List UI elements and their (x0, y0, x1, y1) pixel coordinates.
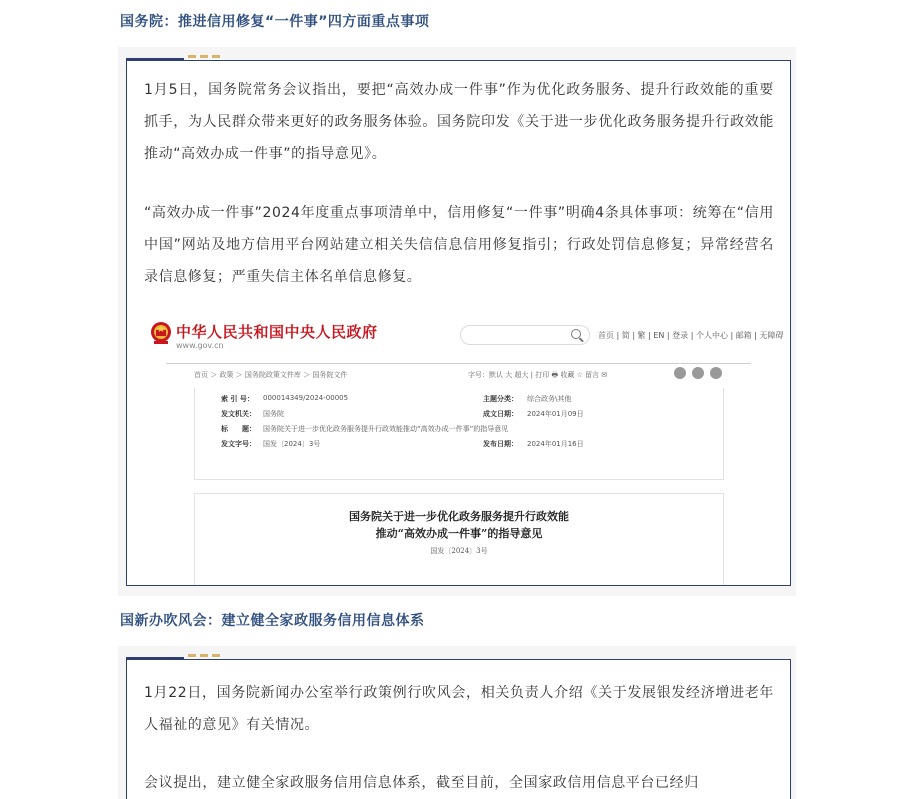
meta-value-issuer: 国务院 (263, 410, 284, 418)
section-heading-credit-repair: 国务院：推进信用修复“一件事”四方面重点事项 (120, 14, 430, 30)
meta-value-index: 000014349/2024-00005 (263, 394, 349, 402)
paragraph-state-council-meeting: 1月5日，国务院常务会议指出，要把“高效办成一件事”作为优化政务服务、提升行政效能的重要抓手，为人民群众带来更好的政务服务体验。国务院印发《关于进一步优化政务服务提升行政效能推动“高效办成一件事”的指导意见》。 (144, 82, 774, 162)
gov-top-nav[interactable]: 首页 | 简 | 繁 | EN | 登录 | 个人中心 | 邮箱 | 无障碍 (598, 331, 784, 340)
meta-value-published: 2024年01月16日 (527, 440, 584, 448)
meta-value-title: 国务院关于进一步优化政务服务提升行政效能推动“高效办成一件事”的指导意见 (263, 425, 509, 433)
gov-doc-metadata-table (194, 388, 724, 480)
gov-doc-title (195, 508, 723, 542)
search-icon[interactable] (571, 329, 581, 339)
meta-label-index: 索 引 号： (221, 395, 254, 403)
meta-value-created: 2024年01月09日 (527, 410, 584, 418)
card-accent-dot (200, 654, 208, 657)
paragraph-briefing: 1月22日，国务院新闻办公室举行政策例行吹风会，相关负责人介绍《关于发展银发经济增进老年人福祉的意见》有关情况。 (144, 685, 774, 733)
gov-search-input[interactable] (460, 325, 590, 345)
article-panel-housekeeping-credit (118, 646, 796, 799)
gov-doc-body-preview (194, 493, 724, 585)
paragraph-key-items-list: “高效办成一件事”2024年度重点事项清单中，信用修复“一件事”明确4条具体事项：统筹在“信用中国”网站及地方信用平台网站建立相关失信信息信用修复指引；行政处罚信息修复；异常经营名录信息修复；严重失信主体名单信息修复。 (144, 205, 774, 285)
meta-row-docno (221, 439, 723, 453)
meta-label-created: 成文日期： (483, 410, 518, 418)
meta-row-title (221, 424, 723, 438)
gov-website-screenshot (144, 311, 784, 581)
article-panel-credit-repair (118, 47, 796, 596)
meta-label-topic: 主题分类： (483, 395, 518, 403)
gov-header-divider (166, 363, 751, 364)
gov-share-bar (674, 367, 722, 379)
meta-label-issuer: 发文机关： (221, 410, 256, 418)
meta-value-docno: 国发〔2024〕3号 (263, 440, 321, 448)
meta-label-title: 标 题： (221, 425, 256, 433)
meta-label-published: 发布日期： (483, 440, 518, 448)
favorite-icon[interactable] (710, 367, 722, 379)
wechat-icon[interactable] (692, 367, 704, 379)
paragraph-credit-system: 会议提出，建立健全家政服务信用信息体系，截至目前，全国家政信用信息平台已经归 (144, 775, 699, 791)
national-emblem-icon (150, 321, 172, 345)
card-accent-bar (126, 657, 184, 660)
meta-label-docno: 发文字号： (221, 440, 256, 448)
breadcrumb[interactable]: 首页 ＞ 政策 ＞ 国务院政策文件库 ＞ 国务院文件 (194, 371, 348, 379)
gov-site-url: www.gov.cn (176, 341, 224, 350)
card-accent-dot (212, 55, 220, 58)
gov-doc-title-line2: 推动“高效办成一件事”的指导意见 (375, 527, 543, 540)
weibo-icon[interactable] (674, 367, 686, 379)
article-card (126, 60, 791, 586)
article-card (126, 659, 791, 799)
gov-page-tools[interactable]: 字号：默认 大 超大 | 打印 🖶 收藏 ☆ 留言 ✉ (468, 371, 608, 379)
card-accent-bar (126, 58, 184, 61)
meta-row-index (221, 394, 723, 408)
meta-row-issuer (221, 409, 723, 423)
section-heading-housekeeping-credit: 国新办吹风会：建立健全家政服务信用信息体系 (120, 613, 425, 629)
card-accent-dot (200, 55, 208, 58)
gov-doc-title-line1: 国务院关于进一步优化政务服务提升行政效能 (349, 510, 569, 523)
gov-doc-number: 国发〔2024〕3号 (430, 547, 488, 555)
card-accent-dot (212, 654, 220, 657)
card-accent-dot (188, 55, 196, 58)
gov-site-title: 中华人民共和国中央人民政府 (176, 323, 378, 341)
meta-value-topic: 综合政务\其他 (527, 395, 572, 403)
card-accent-dot (188, 654, 196, 657)
